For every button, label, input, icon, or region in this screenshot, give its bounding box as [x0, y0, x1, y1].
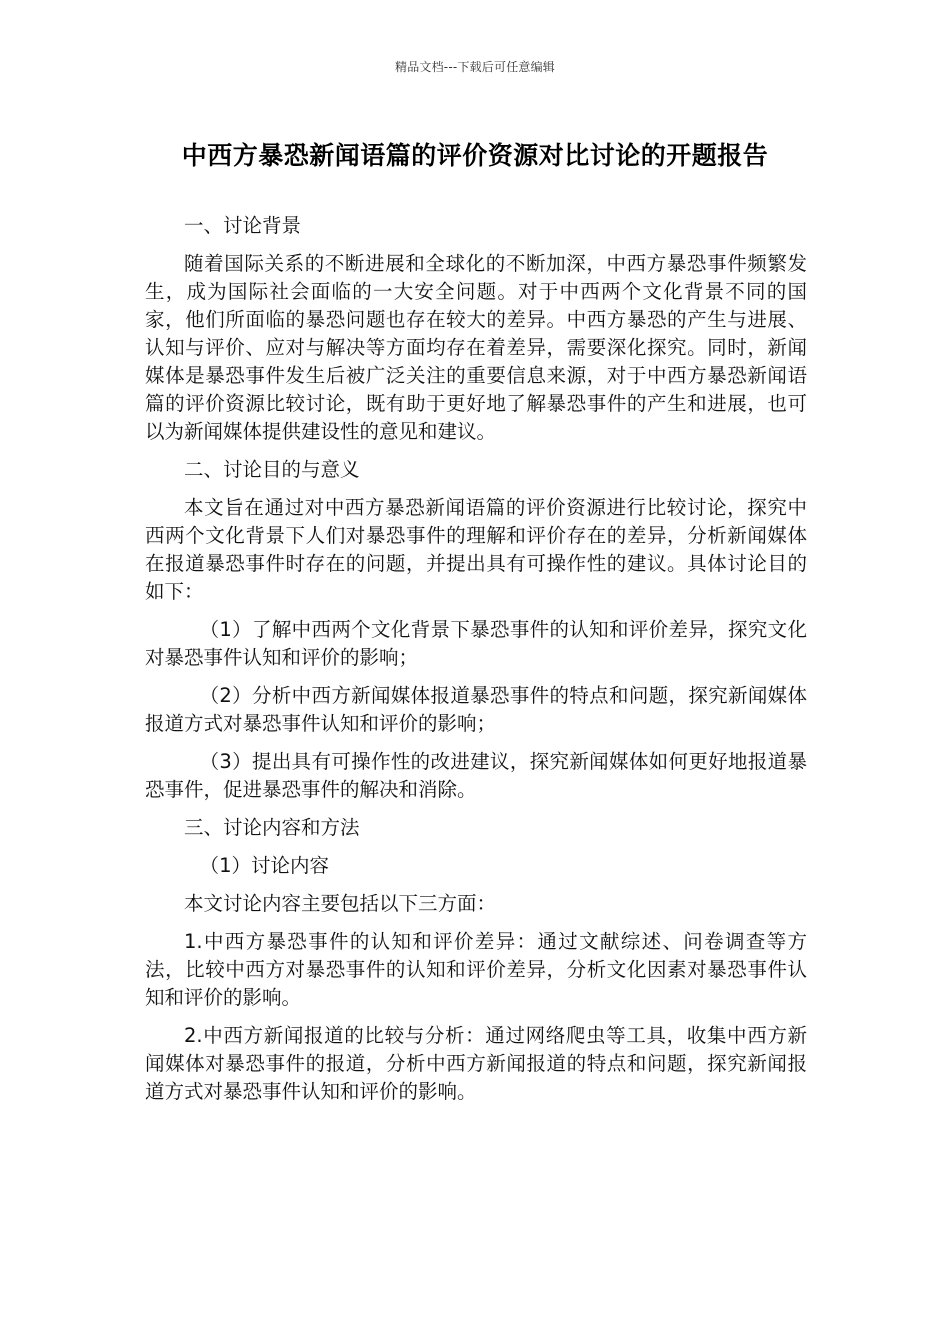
header-note: 精品文档---下载后可任意编辑: [395, 60, 555, 74]
paragraph-background: 随着国际关系的不断进展和全球化的不断加深，中西方暴恐事件频繁发生，成为国际社会面临的一大安全问题。对于中西两个文化背景不同的国家，他们所面临的暴恐问题也存在较大的差异。中西方暴恐的产生与进展、认知与评价、应对与解决等方面均存在着差异，需要深化探究。同时，新闻媒体是暴恐事件发生后被广泛关注的重要信息来源，对于中西方暴恐新闻语篇的评价资源比较讨论，既有助于更好地了解暴恐事件的产生和进展，也可以为新闻媒体提供建设性的意见和建议。: [145, 252, 807, 443]
purpose-item-3: （3）提出具有可操作性的改进建议，探究新闻媒体如何更好地报道暴恐事件，促进暴恐事件的解决和消除。: [145, 750, 807, 801]
content-point-2: 2.中西方新闻报道的比较与分析：通过网络爬虫等工具，收集中西方新闻媒体对暴恐事件的报道，分析中西方新闻报道的特点和问题，探究新闻报道方式对暴恐事件认知和评价的影响。: [145, 1024, 807, 1103]
document-title: 中西方暴恐新闻语篇的评价资源对比讨论的开题报告: [181, 141, 769, 170]
subheading-content: （1）讨论内容: [199, 854, 330, 877]
paragraph-content-intro: 本文讨论内容主要包括以下三方面：: [184, 892, 497, 915]
purpose-item-2: （2）分析中西方新闻媒体报道暴恐事件的特点和问题，探究新闻媒体报道方式对暴恐事件认知和评价的影响；: [145, 684, 807, 735]
content-point-1: 1.中西方暴恐事件的认知和评价差异：通过文献综述、问卷调查等方法，比较中西方对暴恐事件的认知和评价差异，分析文化因素对暴恐事件认知和评价的影响。: [145, 930, 807, 1009]
paragraph-purpose: 本文旨在通过对中西方暴恐新闻语篇的评价资源进行比较讨论，探究中西两个文化背景下人们对暴恐事件的理解和评价存在的差异，分析新闻媒体在报道暴恐事件时存在的问题，并提出具有可操作性的建议。具体讨论目的如下：: [145, 496, 807, 603]
section-heading-content-method: 三、讨论内容和方法: [184, 816, 360, 839]
purpose-item-1: （1）了解中西两个文化背景下暴恐事件的认知和评价差异，探究文化对暴恐事件认知和评价的影响；: [145, 618, 807, 669]
section-heading-background: 一、讨论背景: [184, 214, 302, 237]
section-heading-purpose: 二、讨论目的与意义: [184, 458, 360, 481]
document-body: [145, 212, 807, 1116]
